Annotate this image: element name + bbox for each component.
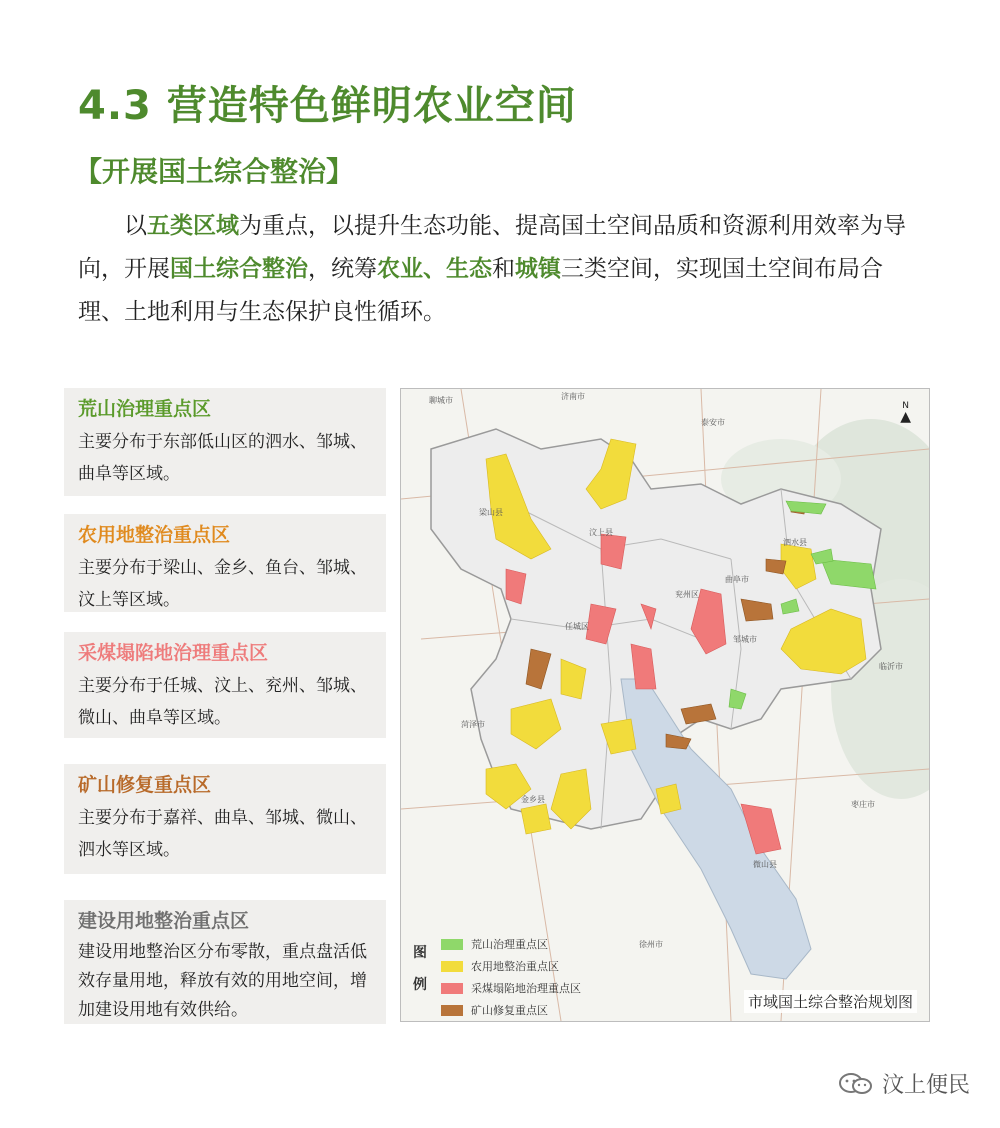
card-title: 荒山治理重点区 [78,398,212,420]
card-farmland [64,514,386,612]
page-title: 4.3 营造特色鲜明农业空间 [78,83,577,129]
place-label: 临沂市 [879,662,903,671]
card-subsidence [64,632,386,738]
card-title: 农用地整治重点区 [78,524,231,546]
map-caption: 市域国土综合整治规划图 [744,990,917,1013]
intro-text-5: 三类空间，实现国土空间布局合理、土地利用与生态保护良性循环。 [78,256,883,325]
north-arrow [900,401,911,423]
legend-label: 荒山治理重点区 [471,938,548,951]
place-label: 任城区 [565,622,589,631]
card-body: 建设用地整治区分布零散，重点盘活低效存量用地，释放有效的用地空间，增加建设用地有效供给。 [78,942,367,1020]
card-title: 采煤塌陷地治理重点区 [78,642,269,664]
card-barren-mountain [64,388,386,496]
intro-text-2: 为重点，以提升生态功能、提高国土空间品质和资源利用效率为导向，开展 [78,213,906,282]
card-construction-land [64,900,386,1024]
legend-label: 矿山修复重点区 [471,1004,548,1017]
card-body: 主要分布于嘉祥、曲阜、邹城、微山、泗水等区域。 [78,808,367,860]
legend-swatch [441,939,463,950]
legend-title: 图例 [413,945,427,993]
planning-map [400,388,930,1022]
legend-item [441,933,581,955]
place-label: 济南市 [561,392,585,401]
legend-item [441,955,581,977]
place-label: 泰安市 [701,418,725,427]
section-subtitle: 【开展国土综合整治】 [74,155,355,188]
place-label: 菏泽市 [461,720,485,729]
place-label: 金乡县 [521,795,545,804]
legend-swatch [441,961,463,972]
wechat-icon [838,1072,874,1096]
map-legend [441,933,581,1021]
intro-text-4: 和 [492,256,515,282]
legend-item [441,999,581,1021]
legend-label: 农用地整治重点区 [471,960,559,973]
intro-highlight-4: 城镇 [515,256,561,282]
intro-highlight-1: 五类区域 [147,213,239,239]
map-graphic [401,389,929,1021]
card-body: 主要分布于任城、汶上、兖州、邹城、微山、曲阜等区域。 [78,676,367,728]
watermark [838,1068,970,1099]
legend-swatch [441,983,463,994]
place-label: 邹城市 [733,635,757,644]
place-label: 徐州市 [639,940,663,949]
legend-item [441,977,581,999]
card-title: 矿山修复重点区 [78,774,212,796]
card-body: 主要分布于梁山、金乡、鱼台、邹城、汶上等区域。 [78,558,367,610]
place-label: 枣庄市 [851,800,875,809]
watermark-text: 汶上便民 [881,1073,970,1098]
card-mine-restoration [64,764,386,874]
intro-highlight-2: 国土综合整治 [170,256,308,282]
place-label: 梁山县 [479,508,503,517]
card-body: 主要分布于东部低山区的泗水、邹城、曲阜等区域。 [78,432,367,484]
place-label: 微山县 [753,860,777,869]
place-label: 兖州区 [675,590,699,599]
intro-highlight-3: 农业、生态 [377,256,492,282]
intro-text-1: 以 [124,213,147,239]
place-label: 聊城市 [429,396,453,405]
north-arrow-icon: ▲ [900,409,911,425]
north-label: N [902,401,909,411]
legend-label: 采煤塌陷地治理重点区 [471,982,581,995]
legend-swatch [441,1005,463,1016]
place-label: 汶上县 [589,528,613,537]
intro-text-3: ，统筹 [308,256,377,282]
place-label: 曲阜市 [725,575,749,584]
intro-paragraph [78,205,918,334]
card-title: 建设用地整治重点区 [78,910,250,932]
place-label: 泗水县 [783,538,807,547]
